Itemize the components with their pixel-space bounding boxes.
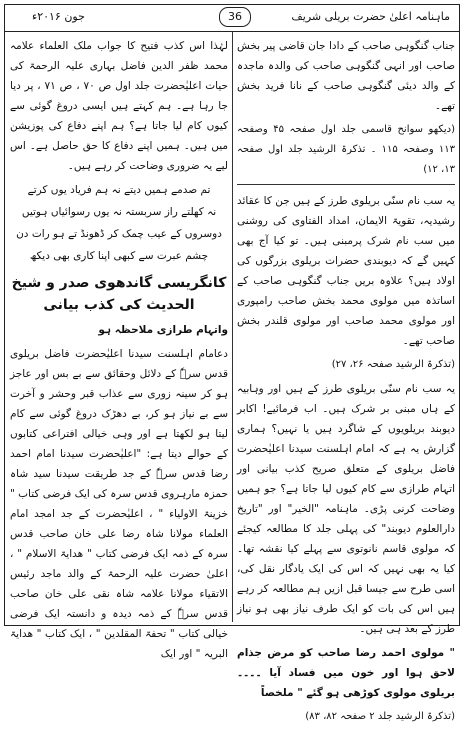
column-divider	[232, 32, 233, 622]
verse-line: نہ کھلتے راز سربستہ نہ یوں رسوائیاں ہوتیں	[21, 206, 217, 218]
paragraph: دعامام اہلسنت سیدنا اعلیٰحضرت فاضل بریلوی قدس سرہٗ کے دلائل وحقائق سے بے بس اور عاجز ہو کر سینہ زوری سے عذاب قبر وحشر و آخرت سے بے نیاز ہو کر، بے دھڑک دروغ گوئی سے کام لیتا ہو لکھتا ہے اور وہی خیالی افتراعی کتابوں کے حوالے دیتا ہے: "اعلیٰحضرت سیدنا امام احمد رضا قدس سرہٗ کے جد طریقت سیدنا سید شاہ حمزہ مارہروی قدس سرہ کی ایک فرضی کتاب " خزینۃ الاولیاء " ، اعلیٰحضرت کے جد امجد امام العلماء مولانا شاہ رضا علی خان صاحب قدس سرہ کے ذمہ ایک فرضی کتاب " ھدایۃ الاسلام " ، اعلیٰ حضرت علیہ الرحمۃ کے والد ماجد رئیس الاتقیاء مولانا علامہ شاہ نقی علی خان صاحب قدس سرہٗ کے ذمہ دیدہ و دانستہ ایک فرضی خیالی کتاب " تحفۃ المقلدین " ، ایک کتاب " ھدایۃ البریہ " اور ایک	[10, 348, 228, 660]
reference: (دیکھو سوانح قاسمی جلد اول صفحہ ۴۵ وصفحہ ۱۱۳ وصفحہ ۱۱۵ ۔ تذکرۃ الرشید جلد اول صفحہ ۱۳، ۱۲)	[237, 124, 455, 175]
quotation: " مولوی احمد رضا صاحب کو مرض جذام لاحق ہوا اور خون میں فساد آیا ۔۔۔۔ بریلوی مولوی کوڑھی ہو گئے " ملخصاً	[237, 647, 455, 699]
page-number: 36	[219, 7, 251, 27]
paragraph: جناب گنگوہی صاحب کے دادا جان قاضی پیر بخش صاحب اور انہی گنگوہی صاحب کی والدہ ماجدہ کے والد دیئی گنگوہی صاحب کے نانا فرید بخش تھے۔	[237, 40, 455, 112]
verse-line: تم صدمے ہمیں دیتے نہ ہم فریاد یوں کرتے	[27, 184, 211, 196]
section-heading: کانگریسی گاندھوی صدر و شیخ الحدیث کی کذب بیانی	[11, 275, 227, 313]
paragraph: یہ سب نام سنّی بریلوی طرز کے ہیں اور وہابیہ کے ہاں مبنی بر شرک ہیں۔ اب فرمائیے! اکابر دیوبند بریلویوں کے شاگرد ہیں یا نہیں؟ ہماری گزارش یہ ہے کہ امام اہلسنت سیدنا اعلیٰحضرت فاضل بریلوی کے متعلق صریح کذب بیانی اور اتہام طرازی سے کام کیوں لیا جاتا ہے؟ جو ہمیں وضاحت کرنی پڑی۔ ماہنامہ "الخیر" اور "تاریخ دارالعلوم دیوبند" کی پہلی جلد کا مطالعہ کیجئے کہ مولوی قاسم نانوتوی سے پہلے کیا نقشہ تھا۔ کیا یہ بھی نہیں کہ اس کی ایک یادگار نقل کی، اسی طرح سے جیسا قبل ازیں ہم مطالعہ کر رہے ہیں اس کی بات کو ایک طرف نیاز بھی ہو نیاز طرز کے بعد ہی ہیں۔	[237, 383, 455, 635]
verse-line: دوسروں کے عیب چمک کر ڈھونڈ تے ہو رات دن	[16, 228, 222, 240]
right-column	[237, 36, 455, 731]
section-subheading: واتہام طرازی ملاحظہ ہو	[98, 324, 228, 336]
paragraph: یہ سب نام سنّی بریلوی طرز کے ہیں جن کا عقائد رشیدیہ، تقویۃ الایمان، امداد الفتاوی کی روشنی میں سب نام شرک پرمبنی ہیں۔ تو کیا آج بھی کہیں گے کہ دیوبندی حضرات بریلوی بزرگوں کی اولاد ہیں؟ علاوہ بریں جناب گنگوہی صاحب کے اساتذہ میں مولوی محمد بخش صاحب رامپوری اور مولوی محمد صاحب اور مولوی قلندر بخش صاحب تھے۔	[237, 195, 455, 347]
magazine-title: ماہنامہ اعلیٰ حضرت بریلی شریف	[291, 10, 450, 23]
issue-date: جون ۲۰۱۶ء	[32, 10, 85, 23]
page-header	[4, 4, 460, 32]
separator	[237, 184, 455, 185]
reference: (تذکرۃ الرشید جلد ۲ صفحہ ۸۲، ۸۳)	[305, 711, 455, 722]
reference: (تذکرۃ الرشید صفحہ ۲۶، ۲۷)	[331, 359, 455, 370]
left-column	[10, 36, 228, 668]
verse-line: چشم عبرت سے کبھی اپنا کاری بھی دیکھ	[29, 250, 209, 262]
paragraph: لہٰذا اس کذب فتیح کا جواب ملک العلماء علامہ محمد ظفر الدین فاضل بہاری علیہ الرحمۃ کی حیات اعلیٰحضرت جلد اول ص ۷۰ ، ص ۷۱ ، پر دیا جا رہا ہے۔ ہم کہتے ہیں ایسی دروغ گوئی سے کیوں کام لیا جاتا ہے؟ ہم اپنے دفاع کی پوزیشن میں ہیں۔ ہمیں اپنے دفاع کا حق حاصل ہے۔ اس لیے یہ ضروری وضاحت کر رہے ہیں۔	[10, 40, 228, 172]
